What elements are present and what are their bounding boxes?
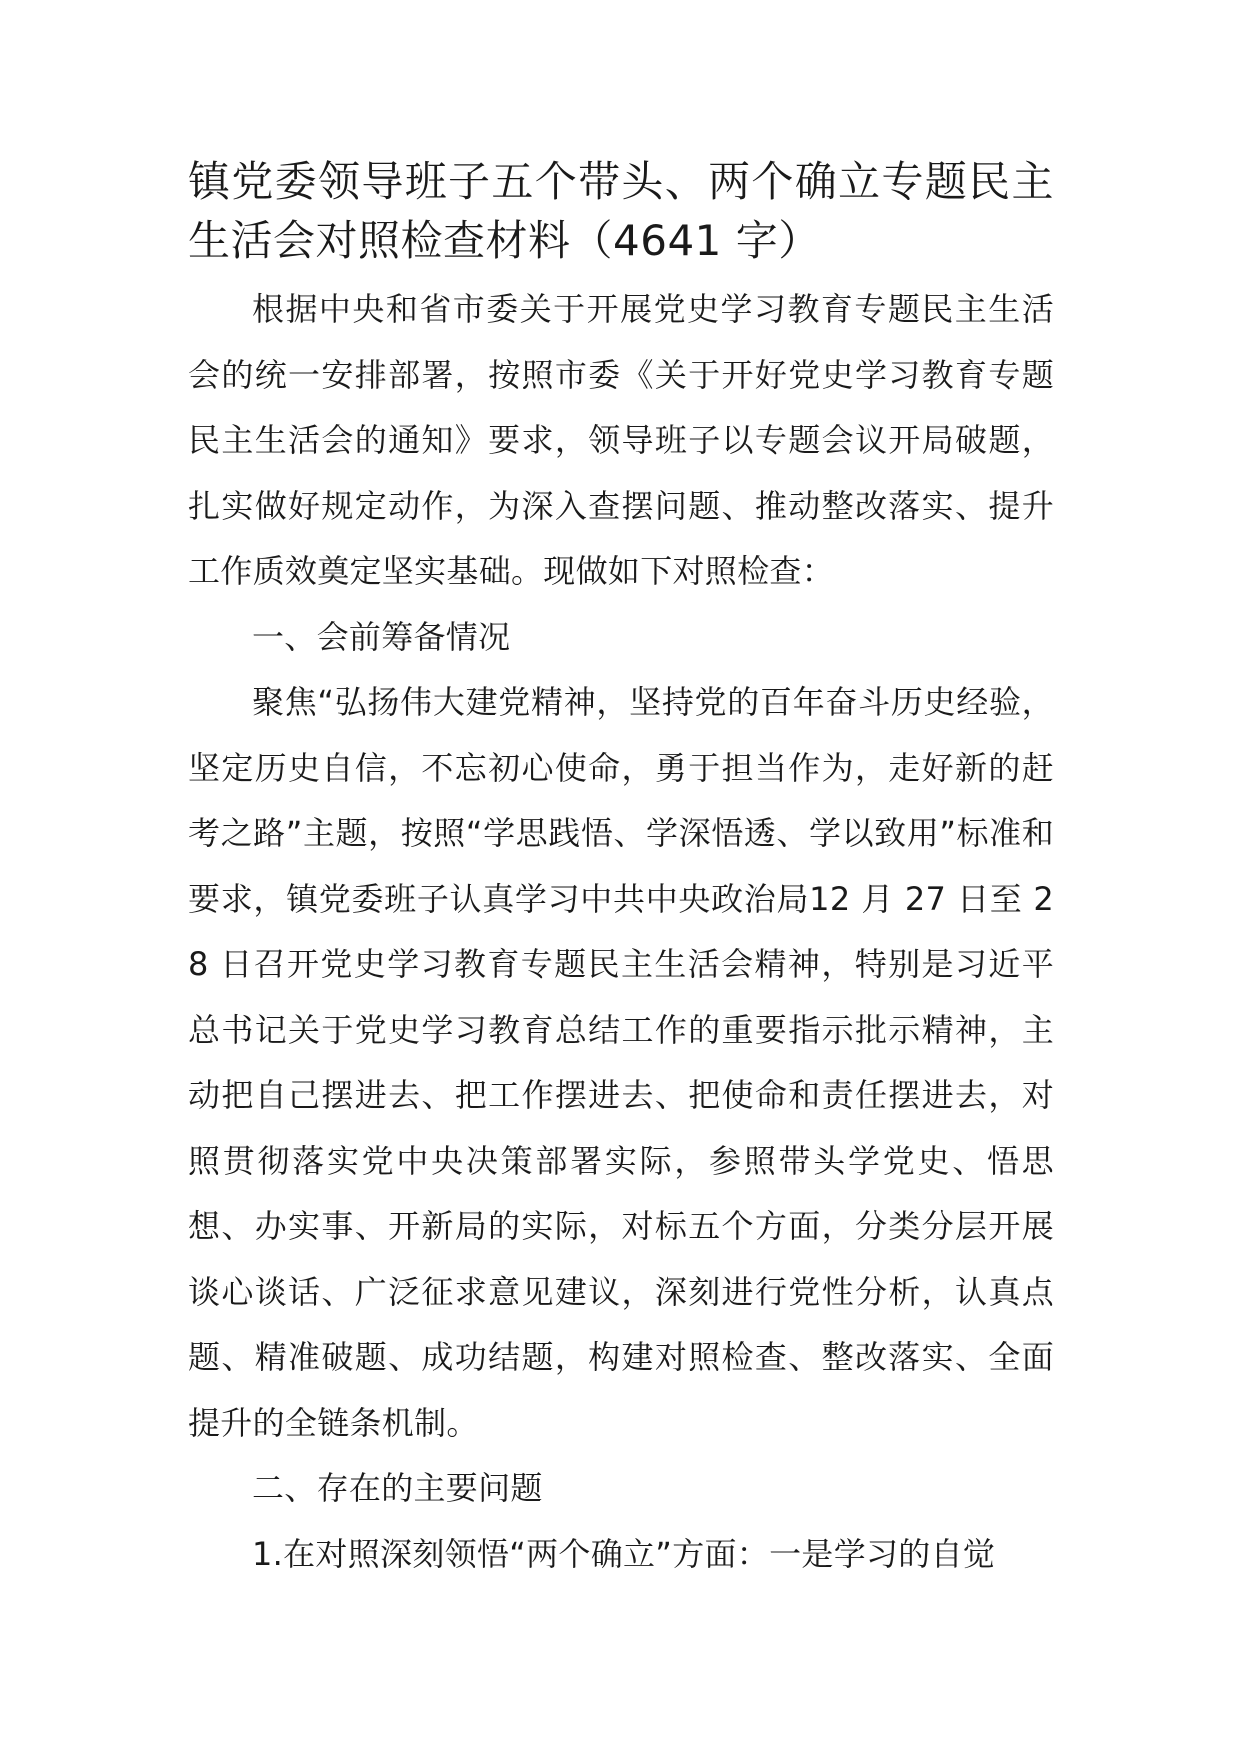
section-heading-problems: 二、存在的主要问题 — [252, 1469, 543, 1507]
section-heading-preparation: 一、会前筹备情况 — [252, 617, 511, 656]
document-title: 镇党委领导班子五个带头、两个确立专题民主生活会对照检查材料（4641 字） — [188, 157, 1054, 265]
intro-paragraph: 根据中央和省市委关于开展党史学习教育专题民主生活会的统一安排部署，按照市委《关于开好党史学习教育专题民主生活会的通知》要求，领导班子以专题会议开局破题，扎实做好规定动作，为深入查摆问题、推动整改落实、提升工作质效奠定坚实基础。现做如下对照检查： — [188, 290, 1054, 590]
document-page — [188, 152, 1054, 1587]
section-body-preparation: 聚焦“弘扬伟大建党精神，坚持党的百年奋斗历史经验，坚定历史自信，不忘初心使命，勇于担当作为，走好新的赶考之路”主题，按照“学思践悟、学深悟透、学以致用”标准和要求，镇党委班子认真学习中共中央政治局12 月 27 日至 28 日召开党史学习教育专题民主生活会精神，特别是习近平总书记关于党史学习教育总结工作的重要指示批示精神，主动把自己摆进去、把工作摆进去、把使命和责任摆进去，对照贯彻落实党中央决策部署实际，参照带头学党史、悟思想、办实事、开新局的实际，对标五个方面，分类分层开展谈心谈话、广泛征求意见建议，深刻进行党性分析，认真点题、精准破题、成功结题，构建对照检查、整改落实、全面提升的全链条机制。 — [188, 683, 1054, 1442]
problem-item-1: 1.在对照深刻领悟“两个确立”方面：一是学习的自觉 — [252, 1534, 996, 1573]
